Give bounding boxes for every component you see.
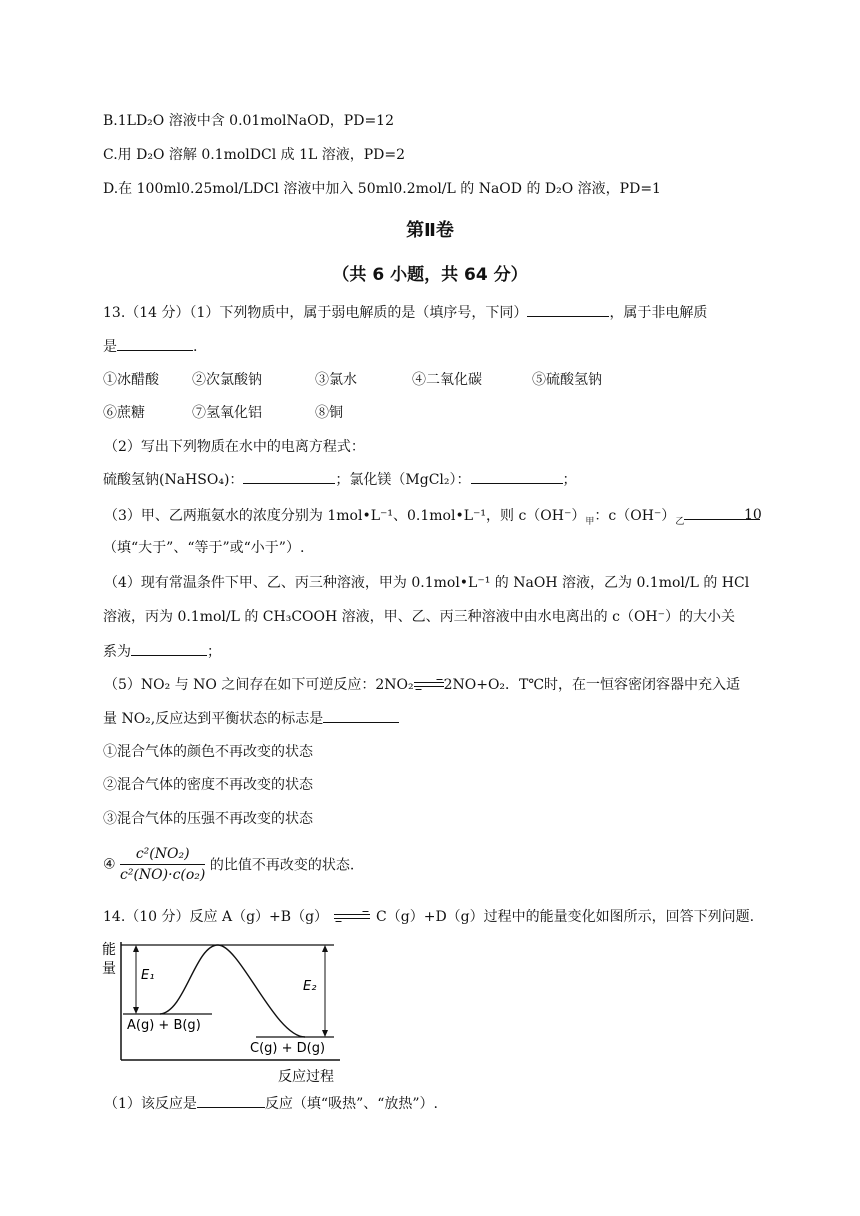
q13-part4-line2: 溶液，丙为 0.1mol/L 的 CH₃COOH 溶液，甲、乙、丙三种溶液中由水电离出的 c（OH⁻）的大小关: [103, 609, 736, 625]
option-b: B.1LD₂O 溶液中含 0.01molNaOD，PD=12: [103, 113, 394, 129]
item-2: ②次氯酸钠: [192, 372, 262, 388]
e2-label: E₂: [303, 979, 317, 994]
e1-label: E₁: [141, 968, 155, 983]
energy-diagram: [100, 936, 350, 1086]
q13-part5-line1: （5）NO₂ 与 NO 之间存在如下可逆反应：2NO₂ 2NO+O₂．T℃时，在一恒容密闭容器中充入适: [104, 677, 741, 693]
answer-blank[interactable]: [197, 1093, 265, 1108]
answer-blank[interactable]: [323, 708, 399, 723]
option-d: D.在 100ml0.25mol/LDCl 溶液中加入 50ml0.2mol/L 的 NaOD 的 D₂O 溶液，PD=1: [103, 181, 661, 197]
item-5: ⑤硫酸氢钠: [532, 372, 602, 388]
statement-2: ②混合气体的密度不再改变的状态: [103, 777, 313, 793]
answer-blank[interactable]: [527, 302, 609, 317]
statement-1: ①混合气体的颜色不再改变的状态: [103, 744, 313, 760]
item-4: ④二氧化碳: [412, 372, 482, 388]
item-6: ⑥蔗糖: [103, 405, 145, 421]
y-axis-label-1: 能: [102, 942, 116, 958]
q13-part3-line2: （填“大于”、“等于”或“小于”）.: [103, 540, 305, 556]
section-title: 第Ⅱ卷: [406, 220, 454, 241]
option-c: C.用 D₂O 溶解 0.1molDCl 成 1L 溶液，PD=2: [103, 147, 406, 163]
x-axis-label: 反应过程: [278, 1069, 334, 1085]
answer-blank[interactable]: [471, 469, 563, 484]
q13-part4-line1: （4）现有常温条件下甲、乙、丙三种溶液，甲为 0.1mol•L⁻¹ 的 NaOH 溶液，乙为 0.1mol/L 的 HCl: [104, 575, 750, 591]
q13-part3-line1: （3）甲、乙两瓶氨水的浓度分别为 1mol•L⁻¹、0.1mol•L⁻¹，则 $c(OH^-)_甲$：$c(OH^-)_乙$ 10: [104, 507, 762, 527]
q13-part5-line2: 量 NO₂,反应达到平衡状态的标志是: [103, 708, 399, 729]
statement-4: ④ $\frac{\text{c²(NO₂)}}{\text{c²(NO)·c(o₂)}}$ 的比值不再改变的状态.: [103, 846, 355, 883]
reversible-arrow-icon: [414, 678, 444, 692]
q14-stem: 14.（10 分）反应 A（g）+B（g） C（g）+D（g）过程中的能量变化如图所示，回答下列问题.: [103, 909, 755, 925]
q13-part4-line3: 系为 ；: [103, 641, 221, 662]
item-1: ①冰醋酸: [103, 372, 159, 388]
answer-blank[interactable]: [131, 641, 207, 656]
reversible-arrow-icon: [334, 910, 370, 924]
answer-blank[interactable]: [117, 336, 193, 351]
answer-blank[interactable]: [243, 469, 335, 484]
item-3: ③氯水: [315, 372, 357, 388]
q13-part2-equations: 硫酸氢钠(NaHSO₄)： ；氯化镁（MgCl₂）： ；: [103, 469, 577, 490]
reactants-label: A(g) + B(g): [127, 1018, 201, 1033]
q13-part1-line1: 13.（14 分）（1）下列物质中，属于弱电解质的是（填序号，下同） ，属于非电解质: [103, 302, 707, 323]
section-subtitle: （共 6 小题，共 64 分）: [332, 265, 528, 285]
q14-part1: （1）该反应是 反应（填“吸热”、“放热”）.: [104, 1093, 438, 1114]
item-7: ⑦氢氧化铝: [192, 405, 262, 421]
item-8: ⑧铜: [315, 405, 343, 421]
q13-part1-line2: 是 .: [103, 336, 197, 357]
statement-3: ③混合气体的压强不再改变的状态: [103, 811, 313, 827]
products-label: C(g) + D(g): [250, 1041, 326, 1056]
q13-part2: （2）写出下列物质在水中的电离方程式：: [104, 439, 365, 455]
ratio-fraction: $\frac{\text{c²(NO₂)}}{\text{c²(NO)·c(o₂)}}$: [120, 846, 206, 883]
y-axis-label-2: 量: [102, 961, 116, 977]
